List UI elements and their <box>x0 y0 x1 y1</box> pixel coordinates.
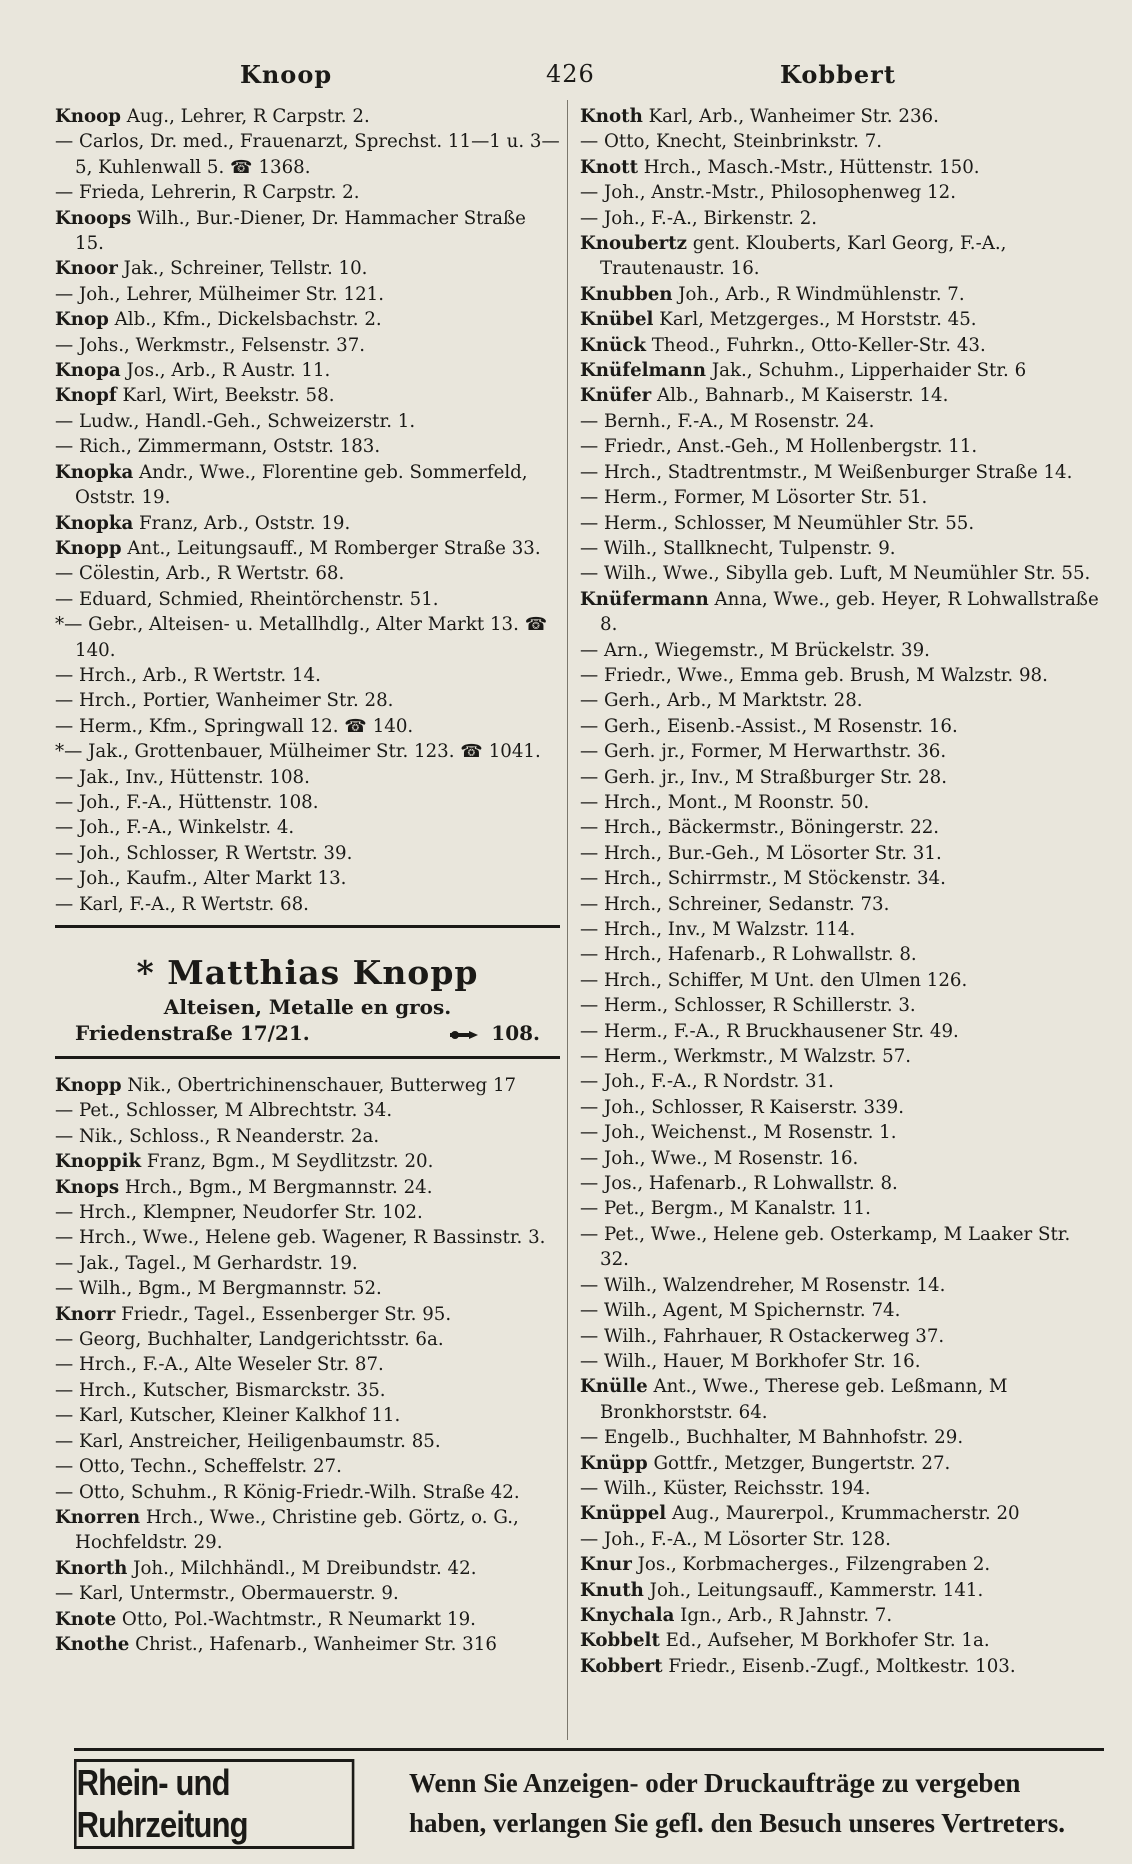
entry-details: — Georg, Buchhalter, Landgerichtsstr. 6a. <box>55 1329 444 1351</box>
entry-surname: Knüfelmann <box>580 360 707 382</box>
directory-entry <box>55 409 560 434</box>
entry-details: — Rich., Zimmermann, Oststr. 183. <box>55 436 381 458</box>
entry-surname: Knoop <box>55 106 122 127</box>
entry-details: Jos., Korbmacherges., Filzengraben 2. <box>631 1554 991 1576</box>
entry-details: Wilh., Bur.-Diener, Dr. Hammacher Straße 15. <box>75 207 526 255</box>
directory-entry <box>580 1451 1100 1476</box>
entry-surname: Knück <box>580 334 646 356</box>
telephone-icon <box>449 1029 479 1041</box>
entry-details: — Jak., Tagel., M Gerhardstr. 19. <box>55 1252 358 1274</box>
advert-title: * Matthias Knopp <box>136 953 479 992</box>
header-right-keyword: Kobbert <box>780 60 896 89</box>
entry-surname: Knüpp <box>580 1452 648 1474</box>
directory-entry <box>55 688 560 713</box>
entry-surname: Knuth <box>580 1579 644 1601</box>
directory-entry <box>55 1454 560 1479</box>
entry-details: — Johs., Werkmstr., Felsenstr. 37. <box>55 334 366 356</box>
directory-entry <box>55 561 560 586</box>
entry-details: — Wilh., Küster, Reichsstr. 194. <box>580 1477 871 1499</box>
directory-entry <box>580 282 1100 307</box>
entry-details: Joh., Milchhändl., M Dreibundstr. 42. <box>127 1557 477 1579</box>
entry-details: — Hrch., Portier, Wanheimer Str. 28. <box>55 690 394 712</box>
entry-surname: Knorr <box>55 1303 116 1325</box>
directory-entry <box>55 1276 560 1301</box>
directory-entry <box>55 1200 560 1225</box>
directory-entry <box>55 841 560 866</box>
entry-surname: Knur <box>580 1554 632 1576</box>
entry-details: Karl, Wirt, Beekstr. 58. <box>116 385 335 407</box>
directory-entry <box>55 1429 560 1454</box>
entry-details: — Hrch., Klempner, Neudorfer Str. 102. <box>55 1202 423 1224</box>
directory-entry <box>580 993 1100 1018</box>
directory-entry <box>55 1098 560 1123</box>
entry-details: — Herm., Former, M Lösorter Str. 51. <box>580 487 928 509</box>
directory-entry <box>580 358 1100 383</box>
entry-details: — Gerh., Eisenb.-Assist., M Rosenstr. 16. <box>580 715 958 737</box>
directory-entry <box>580 1501 1100 1526</box>
entry-details: — Herm., F.-A., R Bruckhausener Str. 49. <box>580 1020 959 1042</box>
entry-details: Karl, Arb., Wanheimer Str. 236. <box>642 106 939 127</box>
directory-entry <box>580 1222 1100 1273</box>
entry-details: Aug., Maurerpol., Krummacherstr. 20 <box>666 1503 1020 1525</box>
entry-details: — Joh., Schlosser, R Wertstr. 39. <box>55 842 353 864</box>
entry-details: — Herm., Schlosser, R Schillerstr. 3. <box>580 995 916 1017</box>
directory-entry <box>55 383 560 408</box>
entry-details: — Hrch., Wwe., Helene geb. Wagener, R Bassinstr. 3. <box>55 1227 546 1249</box>
directory-entry <box>55 536 560 561</box>
entry-details: Alb., Bahnarb., M Kaiserstr. 14. <box>651 385 949 407</box>
left-column <box>55 104 560 1657</box>
directory-entry <box>580 460 1100 485</box>
entry-details: Friedr., Eisenb.-Zugf., Moltkestr. 103. <box>662 1655 1016 1677</box>
entry-surname: Knops <box>55 1176 120 1198</box>
entry-details: — Wilh., Agent, M Spichernstr. 74. <box>580 1300 901 1322</box>
header-left-keyword: Knoop <box>240 60 333 89</box>
entry-details: Joh., Arb., R Windmühlenstr. 7. <box>672 283 965 305</box>
directory-entry <box>580 1196 1100 1221</box>
entry-details: Alb., Kfm., Dickelsbachstr. 2. <box>108 309 382 331</box>
directory-entry <box>580 1349 1100 1374</box>
entry-details: — Frieda, Lehrerin, R Carpstr. 2. <box>55 182 360 204</box>
footer-advertisement <box>74 1748 1104 1847</box>
entry-details: — Otto, Schuhm., R König-Friedr.-Wilh. Straße 42. <box>55 1481 520 1503</box>
entry-details: — Cölestin, Arb., R Wertstr. 68. <box>55 563 345 585</box>
entry-surname: Knopa <box>55 360 121 382</box>
entry-details: Christ., Hafenarb., Wanheimer Str. 316 <box>129 1633 497 1655</box>
entry-details: Nik., Obertrichinenschauer, Butterweg 17 <box>121 1075 517 1096</box>
directory-entry <box>55 866 560 891</box>
advert-address: Friedenstraße 17/21. <box>75 1021 310 1045</box>
directory-entry <box>55 612 560 663</box>
directory-entry <box>55 256 560 281</box>
directory-entry <box>580 917 1100 942</box>
directory-entry <box>55 1480 560 1505</box>
entry-details: — Joh., F.-A., R Nordstr. 31. <box>580 1071 834 1093</box>
entry-details: — Herm., Kfm., Springwall 12. ☎ 140. <box>55 715 414 737</box>
directory-entry <box>580 841 1100 866</box>
footer-line-1: Wenn Sie Anzeigen- oder Druckaufträge zu vergeben <box>409 1768 1021 1798</box>
entry-details: Joh., Leitungsauff., Kammerstr. 141. <box>643 1579 984 1601</box>
entry-details: — Carlos, Dr. med., Frauenarzt, Sprechst. 11—1 u. 3—5, Kuhlenwall 5. ☎ 1368. <box>55 131 560 178</box>
entry-details: Ant., Wwe., Therese geb. Leßmann, M Bronkhorststr. 64. <box>600 1376 1008 1423</box>
entry-details: Hrch., Masch.-Mstr., Hüttenstr. 150. <box>637 156 980 178</box>
advert-matthias-knopp <box>55 952 560 1046</box>
advert-subtitle: Alteisen, Metalle en gros. <box>163 995 452 1019</box>
column-divider <box>567 100 568 1740</box>
directory-entry <box>580 638 1100 663</box>
directory-entry <box>55 587 560 612</box>
advert-phone: 108. <box>491 1021 540 1045</box>
directory-entry <box>580 1298 1100 1323</box>
directory-entry <box>580 1095 1100 1120</box>
directory-entry <box>55 206 560 257</box>
entry-details: — Herm., Werkmstr., M Walzstr. 57. <box>580 1046 912 1068</box>
entry-surname: Knoubertz <box>580 233 687 255</box>
entry-surname: Knopp <box>55 1075 122 1096</box>
directory-entry <box>55 1175 560 1200</box>
entry-surname: Knychala <box>580 1604 675 1626</box>
directory-entry <box>580 587 1100 638</box>
entry-details: Theod., Fuhrkn., Otto-Keller-Str. 43. <box>645 334 986 356</box>
directory-entry <box>580 231 1100 282</box>
entry-details: — Jos., Hafenarb., R Lohwallstr. 8. <box>580 1173 898 1195</box>
entry-details: — Joh., F.-A., Hüttenstr. 108. <box>55 791 319 813</box>
right-column <box>580 104 1100 1679</box>
advert-phone-group <box>444 1020 540 1046</box>
directory-entry <box>580 968 1100 993</box>
directory-entry <box>580 383 1100 408</box>
entry-surname: Knott <box>580 156 638 178</box>
footer-text <box>409 1763 1065 1843</box>
entry-details: — Wilh., Stallknecht, Tulpenstr. 9. <box>580 537 896 559</box>
entry-details: Anna, Wwe., geb. Heyer, R Lohwallstraße 8. <box>600 588 1099 636</box>
directory-entry <box>580 790 1100 815</box>
directory-entry <box>55 282 560 307</box>
entry-surname: Knoor <box>55 258 118 280</box>
entry-details: Andr., Wwe., Florentine geb. Sommerfeld, Oststr. 19. <box>75 461 528 509</box>
advert-contact-line <box>55 1020 560 1046</box>
directory-entry <box>580 485 1100 510</box>
entry-surname: Knubben <box>580 283 673 305</box>
directory-entry <box>580 1578 1100 1603</box>
entry-surname: Knopf <box>55 385 117 407</box>
directory-entry <box>580 1425 1100 1450</box>
directory-entry <box>580 1654 1100 1679</box>
entry-surname: Knülle <box>580 1376 648 1398</box>
directory-entry <box>55 129 560 180</box>
entry-details: — Wilh., Fahrhauer, R Ostackerweg 37. <box>580 1325 945 1347</box>
entry-details: — Pet., Wwe., Helene geb. Osterkamp, M Laaker Str. 32. <box>580 1223 1071 1271</box>
entry-details: — Wilh., Bgm., M Bergmannstr. 52. <box>55 1278 382 1300</box>
directory-entry <box>55 714 560 739</box>
directory-entry <box>55 765 560 790</box>
entry-details: — Gerh. jr., Former, M Herwarthstr. 36. <box>580 741 947 763</box>
directory-entry <box>580 180 1100 205</box>
entry-surname: Knopka <box>55 512 134 534</box>
left-entries-bottom <box>55 1073 560 1657</box>
entry-details: — Joh., F.-A., M Lösorter Str. 128. <box>580 1528 891 1550</box>
directory-entry <box>55 1124 560 1149</box>
entry-details: — Ludw., Handl.-Geh., Schweizerstr. 1. <box>55 410 416 432</box>
directory-entry <box>580 1628 1100 1653</box>
entry-details: — Wilh., Walzendreher, M Rosenstr. 14. <box>580 1274 946 1296</box>
directory-entry <box>580 1069 1100 1094</box>
entry-details: *— Gebr., Alteisen- u. Metallhdlg., Alter Markt 13. ☎ 140. <box>55 614 548 661</box>
directory-entry <box>580 765 1100 790</box>
entry-details: Hrch., Wwe., Christine geb. Görtz, o. G., Hochfeldstr. 29. <box>75 1506 519 1554</box>
directory-entry <box>55 1225 560 1250</box>
entry-details: — Herm., Schlosser, M Neumühler Str. 55. <box>580 512 975 534</box>
entry-surname: Knothe <box>55 1633 130 1655</box>
left-entries-top <box>55 104 560 917</box>
right-entries <box>580 104 1100 1679</box>
entry-details: — Karl, Untermstr., Obermauerstr. 9. <box>55 1583 399 1605</box>
entry-surname: Knüfer <box>580 385 652 407</box>
entry-surname: Knorren <box>55 1506 141 1528</box>
entry-surname: Knopka <box>55 461 134 483</box>
directory-entry <box>580 866 1100 891</box>
directory-entry <box>580 1171 1100 1196</box>
directory-entry <box>55 815 560 840</box>
entry-details: — Gerh. jr., Inv., M Straßburger Str. 28. <box>580 766 948 788</box>
entry-details: — Joh., Schlosser, R Kaiserstr. 339. <box>580 1096 904 1118</box>
entry-details: — Hrch., F.-A., Alte Weseler Str. 87. <box>55 1354 384 1376</box>
entry-details: — Karl, Kutscher, Kleiner Kalkhof 11. <box>55 1405 401 1427</box>
entry-details: Otto, Pol.-Wachtmstr., R Neumarkt 19. <box>116 1608 476 1630</box>
directory-entry <box>580 1146 1100 1171</box>
directory-entry <box>580 104 1100 129</box>
entry-details: Jak., Schreiner, Tellstr. 10. <box>117 258 368 280</box>
directory-entry <box>55 790 560 815</box>
directory-entry <box>580 1552 1100 1577</box>
directory-entry <box>580 1324 1100 1349</box>
entry-details: Friedr., Tagel., Essenberger Str. 95. <box>115 1303 452 1325</box>
entry-details: Karl, Metzgerges., M Horststr. 45. <box>653 309 977 331</box>
directory-entry <box>55 892 560 917</box>
entry-details: — Hrch., Arb., R Wertstr. 14. <box>55 664 321 686</box>
directory-entry <box>55 434 560 459</box>
entry-surname: Knüppel <box>580 1503 667 1525</box>
entry-surname: Knoth <box>580 106 643 127</box>
entry-details: — Hrch., Schirrmstr., M Stöckenstr. 34. <box>580 868 946 890</box>
directory-entry <box>580 1273 1100 1298</box>
entry-details: Ign., Arb., R Jahnstr. 7. <box>674 1604 893 1626</box>
directory-entry <box>55 180 560 205</box>
entry-details: — Joh., F.-A., Birkenstr. 2. <box>580 207 818 229</box>
directory-entry <box>55 333 560 358</box>
entry-details: — Engelb., Buchhalter, M Bahnhofstr. 29. <box>580 1427 964 1449</box>
entry-details: — Hrch., Schreiner, Sedanstr. 73. <box>580 893 890 915</box>
directory-entry <box>55 358 560 383</box>
footer-line-2: haben, verlangen Sie gefl. den Besuch unseres Vertreters. <box>409 1808 1065 1838</box>
entry-details: — Friedr., Wwe., Emma geb. Brush, M Walzstr. 98. <box>580 664 1048 686</box>
directory-entry <box>55 1251 560 1276</box>
entry-details: — Wilh., Wwe., Sibylla geb. Luft, M Neumühler Str. 55. <box>580 563 1091 585</box>
entry-surname: Kobbelt <box>580 1630 660 1652</box>
entry-details: — Friedr., Anst.-Geh., M Hollenbergstr. 11. <box>580 436 978 458</box>
entry-details: *— Jak., Grottenbauer, Mülheimer Str. 123. ☎ 1041. <box>55 741 541 763</box>
entry-details: Franz, Arb., Oststr. 19. <box>133 512 351 534</box>
entry-surname: Knorth <box>55 1557 128 1579</box>
entry-details: — Joh., F.-A., Winkelstr. 4. <box>55 817 295 839</box>
entry-surname: Knüfermann <box>580 588 709 610</box>
directory-entry <box>55 739 560 764</box>
directory-entry <box>55 1632 560 1657</box>
directory-entry <box>580 511 1100 536</box>
directory-entry <box>580 206 1100 231</box>
directory-entry <box>580 129 1100 154</box>
entry-surname: Knoops <box>55 207 132 229</box>
directory-entry <box>55 1073 560 1098</box>
entry-details: — Hrch., Stadtrentmstr., M Weißenburger Straße 14. <box>580 461 1073 483</box>
entry-details: — Pet., Bergm., M Kanalstr. 11. <box>580 1198 871 1220</box>
directory-entry <box>55 511 560 536</box>
entry-details: — Joh., Weichenst., M Rosenstr. 1. <box>580 1122 897 1144</box>
entry-details: — Hrch., Bäckermstr., Böningerstr. 22. <box>580 817 940 839</box>
entry-details: Franz, Bgm., M Seydlitzstr. 20. <box>141 1151 434 1173</box>
directory-entry <box>580 333 1100 358</box>
directory-entry <box>580 1120 1100 1145</box>
directory-entry <box>580 739 1100 764</box>
entry-details: — Wilh., Hauer, M Borkhofer Str. 16. <box>580 1350 921 1372</box>
entry-details: gent. Klouberts, Karl Georg, F.-A., Trautenaustr. 16. <box>600 233 1007 280</box>
entry-details: — Karl, Anstreicher, Heiligenbaumstr. 85. <box>55 1430 441 1452</box>
entry-details: — Hrch., Schiffer, M Unt. den Ulmen 126. <box>580 969 968 991</box>
entry-surname: Knübel <box>580 309 654 331</box>
entry-surname: Knopp <box>55 537 122 559</box>
directory-entry <box>580 1527 1100 1552</box>
entry-surname: Knoppik <box>55 1151 142 1173</box>
entry-details: — Karl, F.-A., R Wertstr. 68. <box>55 893 309 915</box>
entry-details: Aug., Lehrer, R Carpstr. 2. <box>121 106 370 127</box>
entry-details: — Joh., Anstr.-Mstr., Philosophenweg 12. <box>580 182 957 204</box>
entry-details: — Hrch., Hafenarb., R Lohwallstr. 8. <box>580 944 917 966</box>
directory-entry <box>580 1476 1100 1501</box>
directory-entry <box>55 1403 560 1428</box>
directory-entry <box>580 409 1100 434</box>
entry-details: — Otto, Knecht, Steinbrinkstr. 7. <box>580 131 883 153</box>
entry-surname: Knote <box>55 1608 117 1630</box>
directory-entry <box>55 104 560 129</box>
directory-entry <box>580 307 1100 332</box>
entry-details: — Jak., Inv., Hüttenstr. 108. <box>55 766 310 788</box>
directory-entry <box>55 1581 560 1606</box>
entry-surname: Knop <box>55 309 109 331</box>
entry-details: — Gerh., Arb., M Marktstr. 28. <box>580 690 863 712</box>
entry-details: — Joh., Wwe., M Rosenstr. 16. <box>580 1147 859 1169</box>
entry-details: — Eduard, Schmied, Rheintörchenstr. 51. <box>55 588 439 610</box>
directory-entry <box>580 561 1100 586</box>
entry-surname: Kobbert <box>580 1655 663 1677</box>
directory-entry <box>580 155 1100 180</box>
directory-entry <box>580 434 1100 459</box>
directory-entry <box>580 688 1100 713</box>
directory-entry <box>580 1603 1100 1628</box>
directory-entry <box>580 1374 1100 1425</box>
directory-entry <box>55 1505 560 1556</box>
entry-details: Jos., Arb., R Austr. 11. <box>120 360 331 382</box>
directory-entry <box>580 942 1100 967</box>
directory-entry <box>55 1352 560 1377</box>
entry-details: — Hrch., Mont., M Roonstr. 50. <box>580 791 870 813</box>
directory-entry <box>580 815 1100 840</box>
entry-details: — Otto, Techn., Scheffelstr. 27. <box>55 1456 342 1478</box>
entry-details: — Pet., Schlosser, M Albrechtstr. 34. <box>55 1100 393 1122</box>
directory-entry <box>55 1327 560 1352</box>
directory-entry <box>580 1044 1100 1069</box>
advert-bottom-rule <box>55 1056 560 1059</box>
directory-entry <box>580 1019 1100 1044</box>
entry-details: Gottfr., Metzger, Bungertstr. 27. <box>647 1452 951 1474</box>
directory-entry <box>580 663 1100 688</box>
entry-details: — Nik., Schloss., R Neanderstr. 2a. <box>55 1125 380 1147</box>
footer-brand: Rhein- und Ruhrzeitung <box>74 1759 354 1849</box>
entry-details: — Joh., Kaufm., Alter Markt 13. <box>55 868 347 890</box>
directory-entry <box>580 892 1100 917</box>
entry-details: — Hrch., Bur.-Geh., M Lösorter Str. 31. <box>580 842 942 864</box>
page-number: 426 <box>546 60 595 88</box>
entry-details: — Bernh., F.-A., M Rosenstr. 24. <box>580 410 875 432</box>
directory-entry <box>55 1607 560 1632</box>
directory-entry <box>580 536 1100 561</box>
directory-entry <box>55 663 560 688</box>
entry-details: Ant., Leitungsauff., M Romberger Straße 33. <box>121 537 541 559</box>
entry-details: Jak., Schuhm., Lipperhaider Str. 6 <box>706 360 1027 382</box>
directory-entry <box>55 460 560 511</box>
directory-entry <box>55 1149 560 1174</box>
entry-details: — Hrch., Inv., M Walzstr. 114. <box>580 919 856 940</box>
directory-entry <box>55 1378 560 1403</box>
directory-entry <box>55 1556 560 1581</box>
directory-entry <box>55 1302 560 1327</box>
advert-top-rule <box>55 925 560 928</box>
entry-details: — Hrch., Kutscher, Bismarckstr. 35. <box>55 1379 386 1401</box>
directory-entry <box>580 714 1100 739</box>
entry-details: Ed., Aufseher, M Borkhofer Str. 1a. <box>659 1630 990 1652</box>
directory-entry <box>55 307 560 332</box>
entry-details: — Joh., Lehrer, Mülheimer Str. 121. <box>55 283 384 305</box>
entry-details: — Arn., Wiegemstr., M Brückelstr. 39. <box>580 639 930 661</box>
entry-details: Hrch., Bgm., M Bergmannstr. 24. <box>119 1176 433 1198</box>
